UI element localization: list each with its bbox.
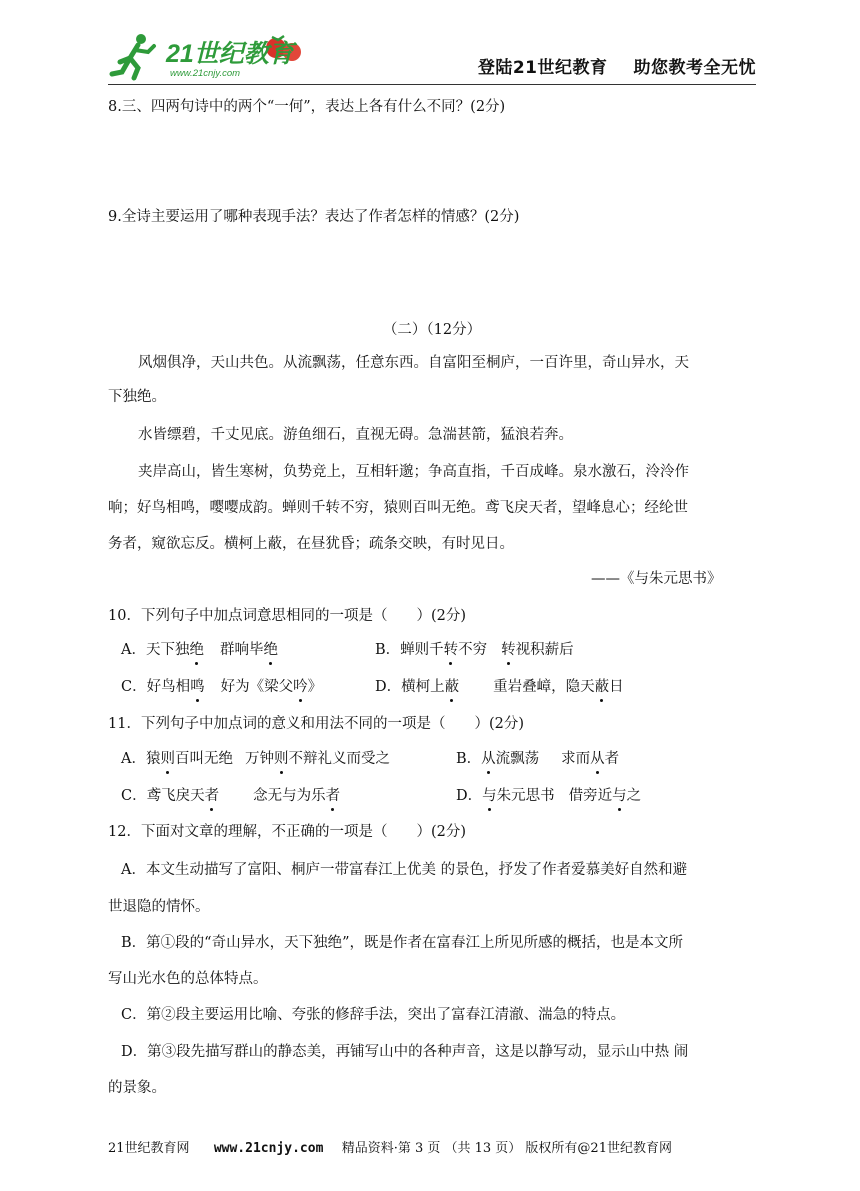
dotted-word: 绝 (189, 642, 204, 658)
option-text: 蝉则千 (400, 642, 444, 658)
option-label: C． (121, 679, 147, 695)
option-label: B． (375, 642, 401, 658)
option-label: D． (456, 788, 483, 804)
option-text: 视积薪后 (515, 642, 574, 658)
footer-url[interactable]: www.21cnjy.com (213, 1141, 324, 1156)
dotted-word: 转 (501, 642, 516, 658)
21cnjy-logo (108, 28, 308, 82)
q12-option-b-line1: B．第①段的“奇山异水，天下独绝”，既是作者在富春江上所见所感的概括，也是本文所 (121, 935, 683, 951)
passage-source: ——《与朱元思书》 (591, 571, 722, 587)
dotted-word: 吟 (293, 679, 308, 695)
q10-option-c (121, 677, 322, 697)
dotted-word: 与 (612, 788, 627, 804)
passage-p2-line1: 水皆缥碧，千丈见底。游鱼细石，直视无碍。急湍甚箭，猛浪若奔。 (138, 427, 573, 443)
dotted-word: 与 (482, 788, 497, 804)
dotted-word: 蔽 (444, 679, 460, 695)
q10-option-d (375, 677, 624, 697)
slogan-left: 登陆21世纪教育 (477, 58, 608, 78)
option-label: C． (121, 788, 147, 804)
dotted-word: 则 (273, 751, 289, 767)
option-text: 好鸟相 (146, 679, 191, 695)
dotted-word: 则 (160, 751, 175, 767)
dotted-word: 从 (481, 751, 496, 767)
option-text: 群响毕 (219, 642, 264, 658)
q11-option-d (456, 786, 641, 806)
option-text: 猿 (145, 751, 161, 767)
q11-option-a (121, 749, 390, 769)
question-9: 9.全诗主要运用了哪种表现手法？表达了作者怎样的情感？(2分) (108, 209, 520, 225)
q12-option-a-line2: 世退隐的情怀。 (108, 899, 210, 915)
option-text: 朱元思书 (496, 788, 555, 804)
option-text: 念无与为乐 (253, 788, 326, 804)
option-text: 横柯上 (401, 679, 445, 695)
option-text: 重岩叠嶂，隐天 (493, 679, 595, 695)
option-text: 求而 (561, 751, 591, 767)
logo-url: www.21cnjy.com (170, 68, 241, 79)
header-slogan (478, 53, 756, 78)
passage-p3-line3: 务者，窥欲忘反。横柯上蔽，在昼犹昏；疏条交映，有时见日。 (108, 536, 514, 552)
dotted-word: 蔽 (594, 679, 610, 695)
runner-icon (112, 34, 154, 78)
question-11-stem: 11．下列句子中加点词的意义和用法不同的一项是（ ）(2分) (108, 716, 524, 732)
q10-option-a (121, 640, 278, 660)
page-footer (108, 1137, 672, 1156)
q12-option-d-line1: D．第③段先描写群山的静态美，再铺写山中的各种声音，这是以静写动，显示山中热 闹 (121, 1044, 689, 1060)
option-text: 之 (626, 788, 642, 804)
slogan-right: 助您教考全无忧 (633, 58, 756, 78)
option-label: B． (456, 751, 482, 767)
option-text: 鸢飞戾天 (146, 788, 205, 804)
question-10-stem: 10．下列句子中加点词意思相同的一项是（ ）(2分) (108, 608, 466, 624)
passage-p1-line1: 风烟俱净，天山共色。从流飘荡，任意东西。自富阳至桐庐，一百许里，奇山异水，天 (138, 355, 689, 371)
dotted-word: 鸣 (190, 679, 205, 695)
option-text: 不穷 (458, 642, 488, 658)
footer-site: 21世纪教育网 (108, 1141, 190, 1156)
page-header (108, 28, 756, 85)
footer-info: 精品资料·第 3 页 （共 13 页） 版权所有@21世纪教育网 (341, 1141, 672, 1156)
logo-text: 21世纪教育 (166, 40, 294, 68)
option-text: 借旁近 (568, 788, 613, 804)
passage-p1-line2: 下独绝。 (108, 389, 166, 405)
option-text: 不辩礼义而受之 (288, 751, 390, 767)
section-title: （二）（12分） (382, 322, 482, 338)
q12-option-a-line1: A．本文生动描写了富阳、桐庐一带富春江上优美 的景色，抒发了作者爱慕美好自然和避 (121, 862, 688, 878)
passage-p3-line1: 夹岸高山，皆生寒树，负势竞上，互相轩邈；争高直指，千百成峰。泉水激石，泠泠作 (138, 464, 689, 480)
q11-option-c (121, 786, 340, 806)
option-label: D． (375, 679, 402, 695)
option-text: 万钟 (244, 751, 274, 767)
option-text: 天下独 (145, 642, 190, 658)
passage-p3-line2: 响；好鸟相鸣，嘤嘤成韵。蝉则千转不穷，猿则百叫无绝。鸢飞戾天者，望峰息心；经纶世 (108, 500, 688, 516)
question-8: 8.三、四两句诗中的两个“一何”，表达上各有什么不同？(2分) (108, 99, 506, 115)
dotted-word: 绝 (263, 642, 278, 658)
option-text: 好为《梁父 (220, 679, 294, 695)
option-label: A． (121, 642, 146, 658)
q12-option-d-line2: 的景象。 (108, 1080, 166, 1096)
question-12-stem: 12．下面对文章的理解，不正确的一项是（ ）(2分) (108, 824, 466, 840)
q12-option-b-line2: 写山光水色的总体特点。 (108, 971, 268, 987)
option-text: 》 (307, 679, 323, 695)
q11-option-b (456, 749, 619, 769)
option-text: 百叫无绝 (174, 751, 233, 767)
dotted-word: 者 (204, 788, 220, 804)
option-text: 日 (609, 679, 624, 695)
option-text: 流飘荡 (495, 751, 540, 767)
q10-option-b (375, 640, 574, 660)
dotted-word: 转 (443, 642, 459, 658)
option-text: 者 (604, 751, 620, 767)
dotted-word: 从 (590, 751, 605, 767)
dotted-word: 者 (325, 788, 341, 804)
option-label: A． (121, 751, 146, 767)
q12-option-c-line1: C．第②段主要运用比喻、夸张的修辞手法，突出了富春江清澈、湍急的特点。 (121, 1007, 626, 1023)
